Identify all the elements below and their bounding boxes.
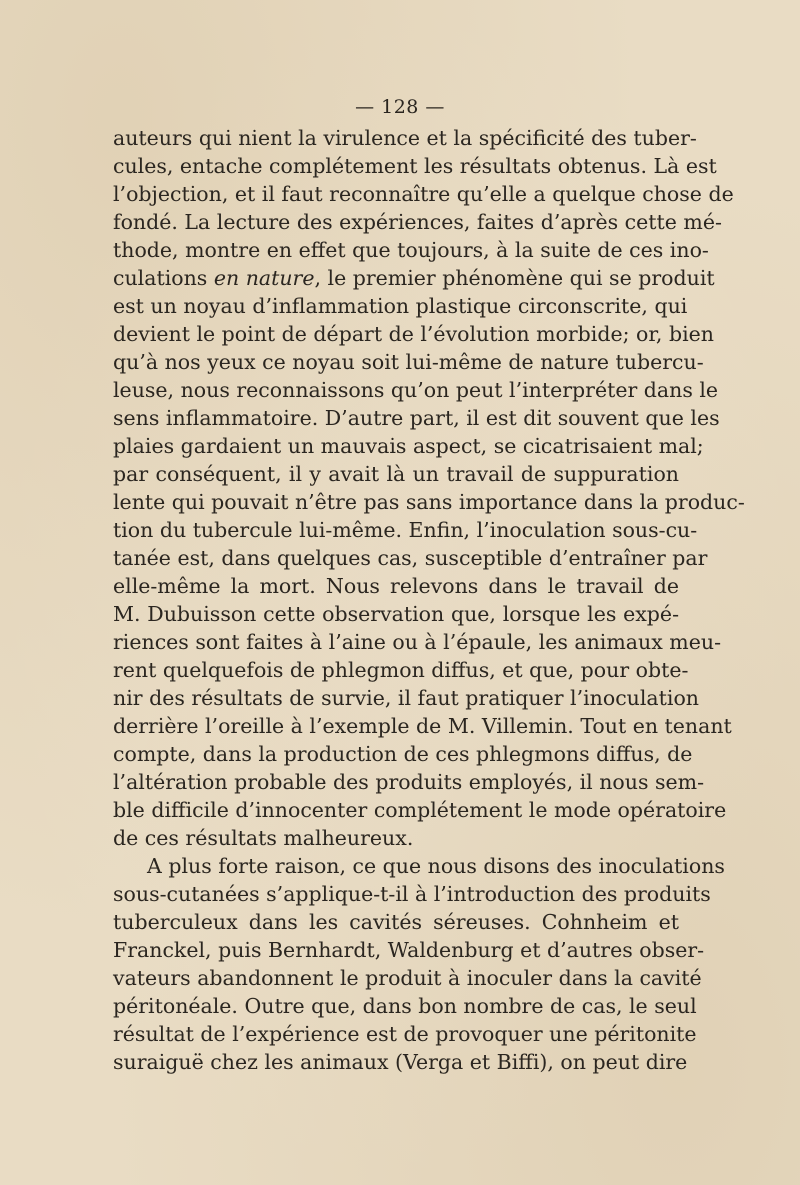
page-number: — 128 — <box>355 96 445 118</box>
text-line: vateurs abandonnent le produit à inoculer dans la cavité <box>113 966 702 990</box>
text-line: riences sont faites à l’aine ou à l’épaule, les animaux meu- <box>113 630 721 654</box>
text-line: péritonéale. Outre que, dans bon nombre de cas, le seul <box>113 994 697 1018</box>
text-line: M. Dubuisson cette observation que, lorsque les expé- <box>113 602 679 626</box>
text-line: tion du tubercule lui-même. Enfin, l’inoculation sous-cu- <box>113 518 698 542</box>
text-line: plaies gardaient un mauvais aspect, se cicatrisaient mal; <box>113 434 704 458</box>
text-line: suraiguë chez les animaux (Verga et Biffi), on peut dire <box>113 1050 688 1074</box>
text-line: l’objection, et il faut reconnaître qu’elle a quelque chose de <box>113 182 734 206</box>
text-line: fondé. La lecture des expériences, faites d’après cette mé- <box>113 210 722 234</box>
text-line: tuberculeux dans les cavités séreuses. Cohnheim et <box>113 910 679 934</box>
text-line: sens inflammatoire. D’autre part, il est dit souvent que les <box>113 406 720 430</box>
text-line: cules, entache complétement les résultats obtenus. Là est <box>113 154 717 178</box>
text-line: résultat de l’expérience est de provoquer une péritonite <box>113 1022 697 1046</box>
body-text <box>113 124 745 1076</box>
text-line: tanée est, dans quelques cas, susceptible d’entraîner par <box>113 546 708 570</box>
text-line: est un noyau d’inflammation plastique circonscrite, qui <box>113 294 688 318</box>
text-line: Franckel, puis Bernhardt, Waldenburg et d’autres obser- <box>113 938 705 962</box>
text-line: nir des résultats de survie, il faut pratiquer l’inoculation <box>113 686 699 710</box>
italic-phrase: en nature <box>213 266 315 290</box>
text-line: derrière l’oreille à l’exemple de M. Villemin. Tout en tenant <box>113 714 732 738</box>
text-line: culations en nature, le premier phénomène qui se produit <box>113 266 715 290</box>
text-line: devient le point de départ de l’évolution morbide; or, bien <box>113 322 714 346</box>
text-line: lente qui pouvait n’être pas sans importance dans la produc- <box>113 490 745 514</box>
text-line: elle-même la mort. Nous relevons dans le travail de <box>113 574 679 598</box>
text-line: l’altération probable des produits employés, il nous sem- <box>113 770 705 794</box>
text-line: leuse, nous reconnaissons qu’on peut l’interpréter dans le <box>113 378 719 402</box>
text-line: thode, montre en effet que toujours, à la suite de ces ino- <box>113 238 709 262</box>
text-line: par conséquent, il y avait là un travail de suppuration <box>113 462 679 486</box>
text-line: rent quelquefois de phlegmon diffus, et que, pour obte- <box>113 658 689 682</box>
text-line: ble difficile d’innocenter complétement le mode opératoire <box>113 798 727 822</box>
text-line: qu’à nos yeux ce noyau soit lui-même de nature tubercu- <box>113 350 704 374</box>
text-line: sous-cutanées s’applique-t-il à l’introduction des produits <box>113 882 711 906</box>
text-line: compte, dans la production de ces phlegmons diffus, de <box>113 742 693 766</box>
paragraph-end-line: de ces résultats malheureux. <box>113 826 414 850</box>
text-line: auteurs qui nient la virulence et la spécificité des tuber- <box>113 126 697 150</box>
paragraph-start-line: A plus forte raison, ce que nous disons des inoculations <box>147 854 725 878</box>
